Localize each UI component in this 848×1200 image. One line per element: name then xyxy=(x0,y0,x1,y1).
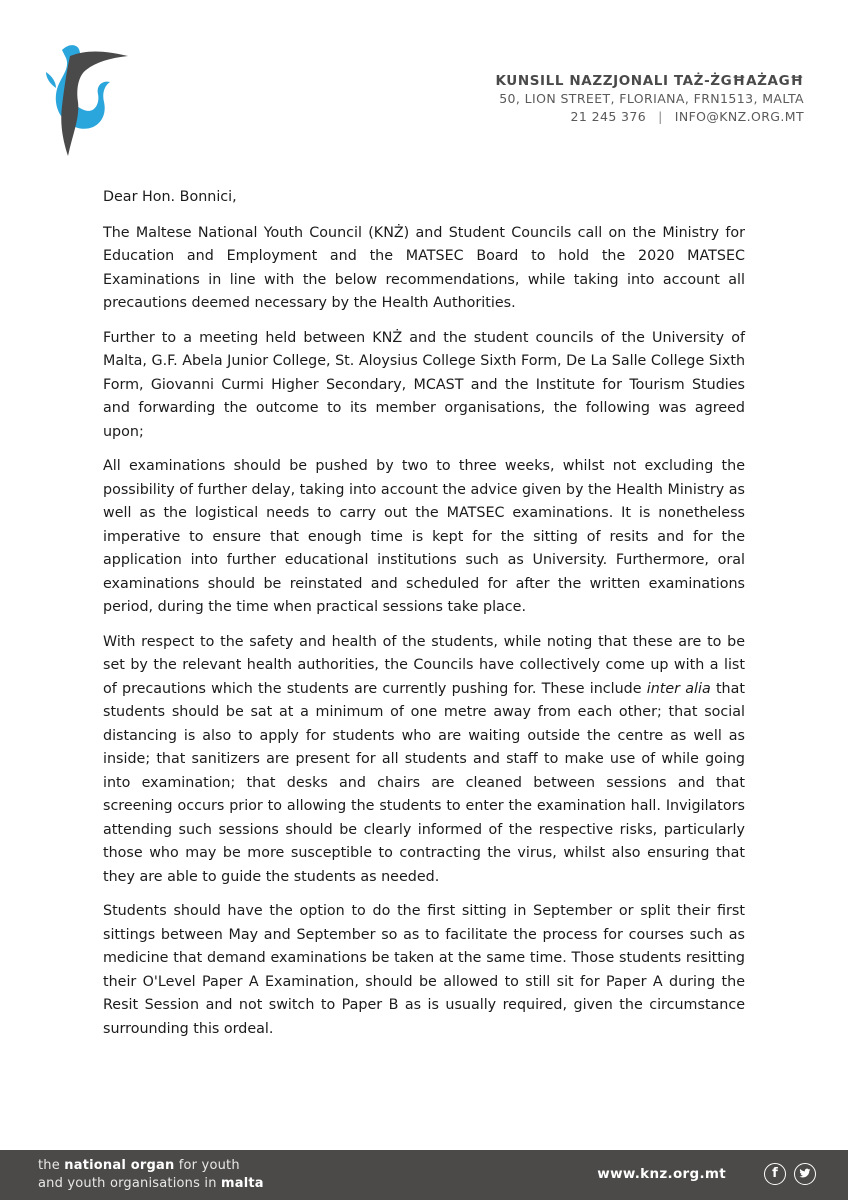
twitter-icon[interactable] xyxy=(794,1163,816,1185)
org-name: KUNSILL NAZZJONALI TAŻ-ŻGĦAŻAGĦ xyxy=(495,73,804,89)
org-email: INFO@KNZ.ORG.MT xyxy=(674,109,804,124)
website-link[interactable]: www.knz.org.mt xyxy=(597,1166,726,1182)
footer-bar xyxy=(0,1150,848,1200)
contact-separator: | xyxy=(658,109,663,124)
paragraph-4 xyxy=(103,631,745,890)
org-address: 50, LION STREET, FLORIANA, FRN1513, MALTA xyxy=(499,91,804,106)
tagline-text: for youth xyxy=(174,1158,240,1173)
paragraph-2: Further to a meeting held between KNŻ and the student councils of the University of Malta, G.F. Abela Junior College, St. Aloysius College Sixth Form, De La Salle College Sixth Form, Giovanni Curmi Higher Secondary, MCAST and the Institute for Tourism Studies and forwarding the outcome to its member organisations, the following was agreed upon; xyxy=(103,329,745,440)
paragraph-4-italic: inter alia xyxy=(646,680,711,697)
knz-logo-icon xyxy=(40,36,132,160)
footer-tagline xyxy=(38,1157,264,1193)
letter-body xyxy=(103,186,745,1052)
paragraph-4-part-2: that students should be sat at a minimum of one metre away from each other; that social distancing is also to apply for students who are waiting outside the centre as well as inside; that sanitizers are present for all students and staff to make use of while going into examination; that desks and chairs are cleaned between sessions and that screening occurs prior to allowing the students to enter the examination hall. Invigilators attending such sessions should be clearly informed of the respective risks, particularly those who may be more susceptible to contracting the virus, whilst also ensuring that they are able to guide the students as needed. xyxy=(103,680,745,885)
tagline-bold: malta xyxy=(221,1176,264,1191)
paragraph-4-part-1: With respect to the safety and health of the students, while noting that these are to be set by the relevant health authorities, the Councils have collectively come up with a list of precautions which the students are currently pushing for. These include xyxy=(103,633,745,697)
org-contact xyxy=(495,107,804,126)
tagline-text: and youth organisations in xyxy=(38,1176,222,1191)
tagline-text: the xyxy=(38,1158,65,1173)
facebook-icon[interactable]: f xyxy=(764,1163,786,1185)
tagline-bold: national organ xyxy=(64,1158,175,1173)
paragraph-1: The Maltese National Youth Council (KNŻ) and Student Councils call on the Ministry for Education and Employment and the MATSEC Board to hold the 2020 MATSEC Examinations in line with the below recommendations, while taking into account all precautions deemed necessary by the Health Authorities. xyxy=(103,224,745,311)
paragraph-3: All examinations should be pushed by two to three weeks, whilst not excluding the possibility of further delay, taking into account the advice given by the Health Ministry as well as the logistical needs to carry out the MATSEC examinations. It is nonetheless imperative to ensure that enough time is kept for the sitting of resits and for the application into further educational institutions such as University. Furthermore, oral examinations should be reinstated and scheduled for after the written examinations period, during the time when practical sessions take place. xyxy=(103,458,745,615)
paragraph-5: Students should have the option to do the first sitting in September or split their first sittings between May and September so as to facilitate the process for courses such as medicine that demand examinations be taken at the same time. Those students resitting their O'Level Paper A Examination, should be allowed to still sit for Paper A during the Resit Session and not switch to Paper B as is usually required, given the circumstance surrounding this ordeal. xyxy=(103,903,745,1037)
org-phone: 21 245 376 xyxy=(570,109,647,124)
letterhead xyxy=(495,72,804,126)
salutation: Dear Hon. Bonnici, xyxy=(103,189,237,205)
